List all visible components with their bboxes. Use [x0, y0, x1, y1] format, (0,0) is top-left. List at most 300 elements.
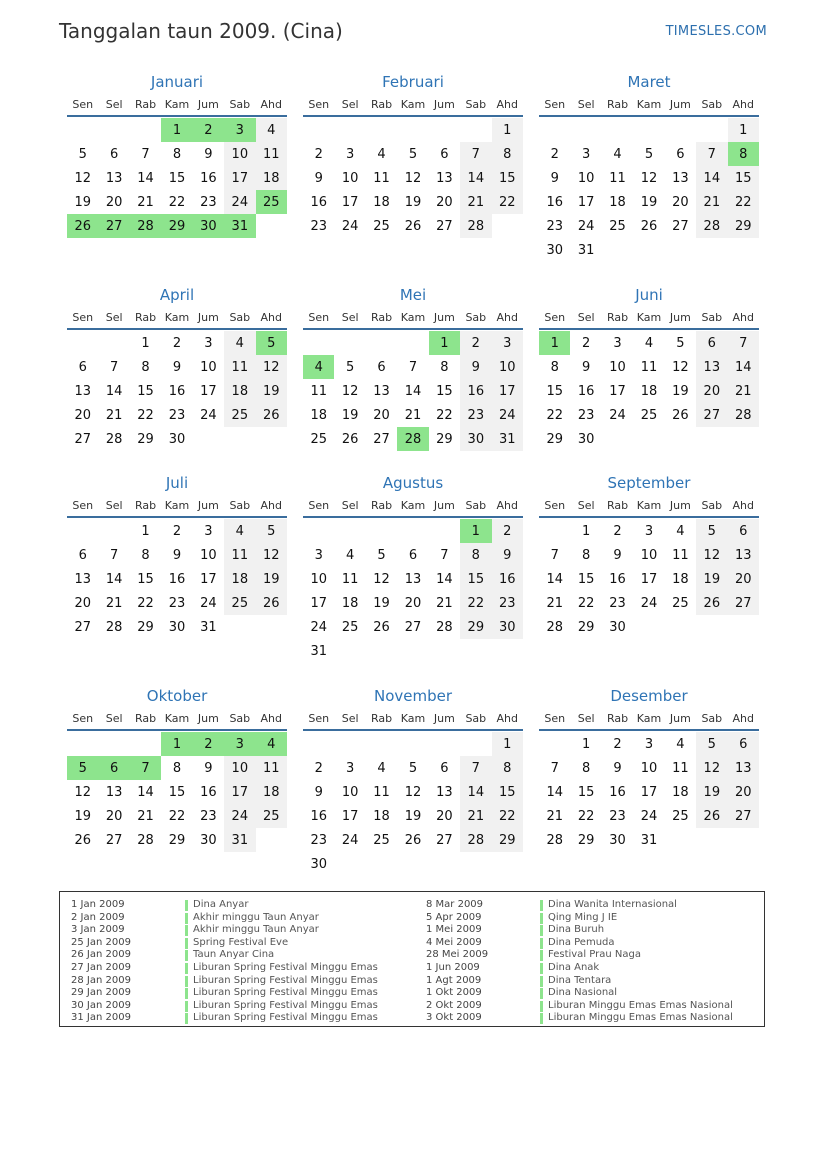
day: 8 [581, 760, 591, 776]
day: 8 [141, 547, 150, 563]
day: 12 [672, 359, 689, 375]
day: 18 [256, 166, 287, 190]
day: 16 [577, 383, 595, 399]
day: 25 [640, 407, 658, 423]
day: 2 [613, 736, 622, 752]
holiday-date: 2 Okt 2009 [426, 999, 482, 1011]
empty-cell [366, 732, 397, 756]
day: 1 [492, 118, 523, 142]
month-juni [539, 284, 759, 451]
day: 12 [74, 170, 91, 186]
holiday-date: 28 Mei 2009 [426, 949, 489, 961]
day: 14 [546, 571, 563, 587]
weekday-label: Sel [341, 97, 359, 111]
day: 30 [168, 431, 186, 447]
day-grid [67, 331, 287, 451]
weekday-label: Sen [544, 97, 566, 111]
holiday-day: 1 [161, 732, 192, 756]
holiday-marker [540, 963, 543, 974]
day: 24 [200, 595, 217, 611]
holiday-day: 27 [98, 214, 129, 238]
day: 25 [373, 218, 390, 234]
day: 6 [78, 547, 87, 563]
empty-cell [539, 519, 570, 543]
day: 3 [492, 331, 523, 355]
empty-cell [539, 732, 570, 756]
weekday-label: Sen [544, 498, 566, 512]
month-april [67, 284, 287, 451]
holiday-day: 1 [429, 331, 460, 355]
day: 20 [728, 780, 759, 804]
weekday-header [67, 306, 287, 330]
day: 21 [137, 808, 154, 824]
day: 21 [460, 804, 491, 828]
weekday-label: Sen [308, 310, 330, 324]
day: 8 [460, 543, 491, 567]
holiday-day: 2 [193, 118, 224, 142]
day: 4 [377, 146, 386, 162]
day: 10 [640, 760, 658, 776]
day: 26 [404, 218, 422, 234]
month-desember [539, 685, 759, 852]
holiday-day: 30 [193, 214, 224, 238]
empty-cell [429, 732, 460, 756]
weekday-label: Sel [105, 711, 123, 725]
day: 23 [200, 808, 217, 824]
day: 22 [492, 804, 523, 828]
empty-cell [665, 118, 696, 142]
holiday-name: Festival Prau Naga [548, 949, 641, 961]
day: 19 [404, 194, 422, 210]
day: 9 [492, 543, 523, 567]
holiday-name: Spring Festival Eve [193, 936, 289, 948]
day: 13 [373, 383, 390, 399]
day: 12 [696, 756, 727, 780]
month-title: Maret [627, 73, 671, 91]
day: 27 [728, 804, 759, 828]
day: 18 [672, 784, 689, 800]
weekday-label: Rab [370, 310, 393, 324]
weekday-label: Sel [577, 711, 595, 725]
day: 12 [404, 784, 422, 800]
day: 7 [550, 760, 559, 776]
day: 27 [74, 619, 91, 635]
weekday-label: Sen [72, 310, 94, 324]
holiday-day: 8 [728, 142, 759, 166]
holiday-day: 29 [161, 214, 192, 238]
holiday-row [426, 975, 733, 988]
month-title: Juni [635, 286, 663, 304]
day: 12 [256, 355, 287, 379]
day: 24 [224, 190, 255, 214]
weekday-label: Ahd [496, 711, 518, 725]
day: 5 [408, 760, 418, 776]
day: 24 [200, 407, 217, 423]
weekday-label: Sab [465, 498, 487, 512]
empty-cell [366, 331, 397, 355]
day-grid [67, 118, 287, 238]
day: 8 [492, 142, 523, 166]
day: 7 [440, 547, 449, 563]
day: 2 [492, 519, 523, 543]
day: 16 [310, 808, 327, 824]
empty-cell [397, 118, 428, 142]
day: 6 [109, 146, 119, 162]
empty-cell [98, 732, 129, 756]
holiday-day: 4 [256, 732, 287, 756]
day: 17 [200, 571, 217, 587]
day: 11 [640, 359, 658, 375]
weekday-label: Kam [636, 97, 662, 111]
day: 5 [408, 146, 418, 162]
empty-cell [98, 331, 129, 355]
day: 27 [404, 619, 422, 635]
weekday-header [67, 494, 287, 518]
holiday-day: 1 [161, 118, 192, 142]
day: 15 [546, 383, 563, 399]
month-februari [303, 71, 523, 238]
month-juli [67, 472, 287, 639]
day: 13 [436, 170, 453, 186]
weekday-label: Rab [606, 97, 629, 111]
month-title: Agustus [382, 474, 444, 492]
weekday-label: Jum [197, 498, 219, 512]
empty-cell [334, 732, 365, 756]
weekday-label: Sab [229, 310, 251, 324]
day: 2 [314, 146, 323, 162]
day: 3 [644, 523, 654, 539]
day: 28 [728, 403, 759, 427]
day: 10 [224, 142, 255, 166]
holiday-date: 31 Jan 2009 [71, 1012, 131, 1024]
day: 6 [440, 146, 449, 162]
day: 11 [224, 543, 255, 567]
day: 15 [168, 170, 186, 186]
holiday-name: Liburan Spring Festival Minggu Emas [193, 987, 378, 999]
day: 17 [310, 595, 327, 611]
holiday-day: 31 [224, 214, 255, 238]
day: 7 [109, 359, 119, 375]
day: 8 [141, 359, 150, 375]
day: 14 [404, 383, 422, 399]
day: 18 [373, 194, 390, 210]
day: 9 [460, 355, 491, 379]
day: 23 [460, 403, 491, 427]
day-grid [67, 732, 287, 852]
day: 9 [172, 359, 182, 375]
day: 6 [408, 547, 418, 563]
holiday-row [426, 924, 733, 937]
day: 20 [74, 407, 91, 423]
day: 4 [224, 331, 255, 355]
holiday-marker [540, 938, 543, 949]
day-grid [303, 331, 523, 451]
weekday-label: Kam [636, 711, 662, 725]
day: 16 [200, 784, 217, 800]
day: 19 [404, 808, 422, 824]
day: 5 [644, 146, 654, 162]
day: 14 [460, 166, 491, 190]
weekday-label: Sen [544, 310, 566, 324]
day: 24 [310, 619, 327, 635]
day: 17 [224, 166, 255, 190]
weekday-label: Kam [400, 498, 426, 512]
day: 28 [546, 832, 563, 848]
day: 12 [640, 170, 658, 186]
day: 10 [341, 170, 359, 186]
empty-cell [429, 519, 460, 543]
day: 21 [728, 379, 759, 403]
empty-cell [539, 118, 570, 142]
day: 8 [581, 547, 591, 563]
day: 23 [546, 218, 563, 234]
day: 20 [74, 595, 91, 611]
day: 27 [436, 832, 453, 848]
day: 16 [609, 571, 626, 587]
day: 26 [256, 591, 287, 615]
day: 31 [577, 242, 595, 258]
holiday-marker [185, 900, 188, 911]
day: 7 [550, 547, 559, 563]
day: 6 [676, 146, 685, 162]
day: 29 [577, 832, 595, 848]
holiday-name: Dina Anak [548, 961, 600, 973]
weekday-header [303, 707, 523, 731]
day: 25 [373, 832, 390, 848]
weekday-label: Ahd [260, 498, 282, 512]
holiday-list [59, 891, 765, 1027]
day: 28 [105, 431, 123, 447]
empty-cell [98, 118, 129, 142]
weekday-label: Sab [229, 711, 251, 725]
holiday-date: 8 Mar 2009 [426, 899, 484, 910]
weekday-label: Sel [577, 310, 595, 324]
day: 16 [310, 194, 327, 210]
day: 14 [137, 170, 154, 186]
day: 10 [224, 756, 255, 780]
month-title: Oktober [146, 687, 208, 705]
holiday-name: Liburan Spring Festival Minggu Emas [193, 1012, 378, 1024]
day: 30 [577, 431, 595, 447]
day: 7 [141, 146, 150, 162]
day: 21 [546, 595, 563, 611]
weekday-label: Sen [308, 711, 330, 725]
day: 18 [310, 407, 327, 423]
day: 22 [168, 808, 186, 824]
holiday-name: Qing Ming J IE [548, 911, 618, 923]
weekday-label: Jum [433, 498, 455, 512]
weekday-label: Jum [197, 310, 219, 324]
day: 25 [609, 218, 626, 234]
day: 20 [373, 407, 390, 423]
day: 24 [609, 407, 626, 423]
day: 30 [609, 619, 626, 635]
empty-cell [334, 118, 365, 142]
weekday-label: Sen [308, 498, 330, 512]
weekday-label: Sen [72, 498, 94, 512]
holiday-row [426, 912, 733, 925]
day: 18 [224, 567, 255, 591]
holiday-day: 2 [193, 732, 224, 756]
weekday-label: Rab [134, 97, 157, 111]
day: 30 [492, 615, 523, 639]
weekday-label: Sab [701, 498, 723, 512]
empty-cell [460, 732, 491, 756]
day: 25 [224, 591, 255, 615]
day: 9 [314, 170, 323, 186]
weekday-label: Jum [433, 711, 455, 725]
day: 11 [256, 756, 287, 780]
holiday-name: Dina Wanita Internasional [548, 899, 677, 910]
day: 3 [613, 335, 622, 351]
weekday-header [539, 707, 759, 731]
day: 30 [168, 619, 186, 635]
day: 5 [696, 519, 727, 543]
day: 29 [168, 832, 186, 848]
weekday-label: Rab [606, 310, 629, 324]
day: 10 [200, 359, 217, 375]
day: 29 [728, 214, 759, 238]
weekday-label: Sab [465, 97, 487, 111]
holiday-row [426, 962, 733, 975]
day: 22 [137, 407, 154, 423]
day: 20 [105, 808, 123, 824]
day: 2 [172, 523, 182, 539]
day: 3 [581, 146, 591, 162]
holiday-name: Dina Pemuda [548, 936, 615, 948]
day-grid [539, 519, 759, 639]
day: 5 [377, 547, 386, 563]
day: 1 [492, 732, 523, 756]
day: 26 [696, 591, 727, 615]
day: 14 [696, 166, 727, 190]
day-grid [539, 732, 759, 852]
holiday-marker [540, 913, 543, 924]
day: 19 [696, 567, 727, 591]
day: 3 [314, 547, 323, 563]
empty-cell [602, 118, 633, 142]
holiday-row [426, 949, 733, 962]
holiday-row [426, 899, 733, 912]
day: 16 [168, 383, 186, 399]
day: 16 [168, 571, 186, 587]
day: 7 [696, 142, 727, 166]
holiday-date: 26 Jan 2009 [71, 949, 131, 961]
day: 22 [436, 407, 453, 423]
day: 9 [613, 547, 622, 563]
day: 4 [377, 760, 386, 776]
day: 4 [224, 519, 255, 543]
day: 9 [581, 359, 591, 375]
day: 27 [74, 431, 91, 447]
day: 11 [672, 547, 689, 563]
day: 17 [640, 571, 658, 587]
weekday-label: Kam [164, 310, 190, 324]
empty-cell [633, 118, 664, 142]
weekday-label: Rab [370, 498, 393, 512]
day: 26 [696, 804, 727, 828]
holiday-name: Dina Anyar [193, 899, 249, 910]
holiday-date: 5 Apr 2009 [426, 911, 482, 923]
weekday-label: Kam [400, 310, 426, 324]
day-grid [303, 519, 523, 663]
weekday-label: Sel [577, 498, 595, 512]
day: 21 [436, 595, 453, 611]
day: 6 [696, 331, 727, 355]
month-title: Mei [399, 286, 427, 304]
day: 14 [728, 355, 759, 379]
brand-link[interactable]: TIMESLES.COM [665, 24, 767, 39]
day: 27 [728, 591, 759, 615]
day: 11 [609, 170, 626, 186]
weekday-header [67, 93, 287, 117]
holiday-day: 5 [67, 756, 98, 780]
day: 25 [672, 595, 689, 611]
day: 18 [609, 194, 626, 210]
day: 28 [137, 832, 154, 848]
weekday-header [539, 306, 759, 330]
weekday-label: Sab [229, 498, 251, 512]
day-grid [67, 519, 287, 639]
day: 6 [728, 732, 759, 756]
day: 3 [204, 335, 213, 351]
day: 5 [345, 359, 355, 375]
month-title: Februari [382, 73, 444, 91]
holiday-date: 1 Mei 2009 [426, 924, 482, 936]
day: 21 [696, 190, 727, 214]
day: 23 [577, 407, 595, 423]
day: 23 [310, 218, 327, 234]
day: 17 [341, 194, 359, 210]
weekday-header [67, 707, 287, 731]
holiday-date: 28 Jan 2009 [71, 974, 131, 986]
holiday-marker [540, 925, 543, 936]
day: 24 [640, 595, 658, 611]
day: 12 [696, 543, 727, 567]
day: 1 [581, 736, 591, 752]
day: 24 [492, 403, 523, 427]
day: 12 [373, 571, 390, 587]
day: 8 [172, 146, 182, 162]
weekday-label: Jum [433, 97, 455, 111]
day: 9 [314, 784, 323, 800]
empty-cell [366, 519, 397, 543]
day: 1 [581, 523, 591, 539]
day: 4 [613, 146, 622, 162]
month-september [539, 472, 759, 639]
holiday-date: 3 Jan 2009 [71, 924, 125, 936]
day: 27 [373, 431, 390, 447]
holiday-list-left [71, 899, 378, 1025]
day: 31 [224, 828, 255, 852]
day: 3 [345, 760, 355, 776]
holiday-name: Akhir minggu Taun Anyar [193, 911, 319, 923]
weekday-label: Sab [701, 310, 723, 324]
empty-cell [67, 331, 98, 355]
weekday-label: Ahd [260, 711, 282, 725]
day: 26 [256, 403, 287, 427]
day: 31 [640, 832, 658, 848]
empty-cell [98, 519, 129, 543]
day: 11 [256, 142, 287, 166]
day: 22 [168, 194, 186, 210]
weekday-label: Kam [636, 498, 662, 512]
day: 23 [310, 832, 327, 848]
month-maret [539, 71, 759, 262]
weekday-label: Rab [606, 498, 629, 512]
day: 8 [440, 359, 449, 375]
weekday-header [303, 93, 523, 117]
